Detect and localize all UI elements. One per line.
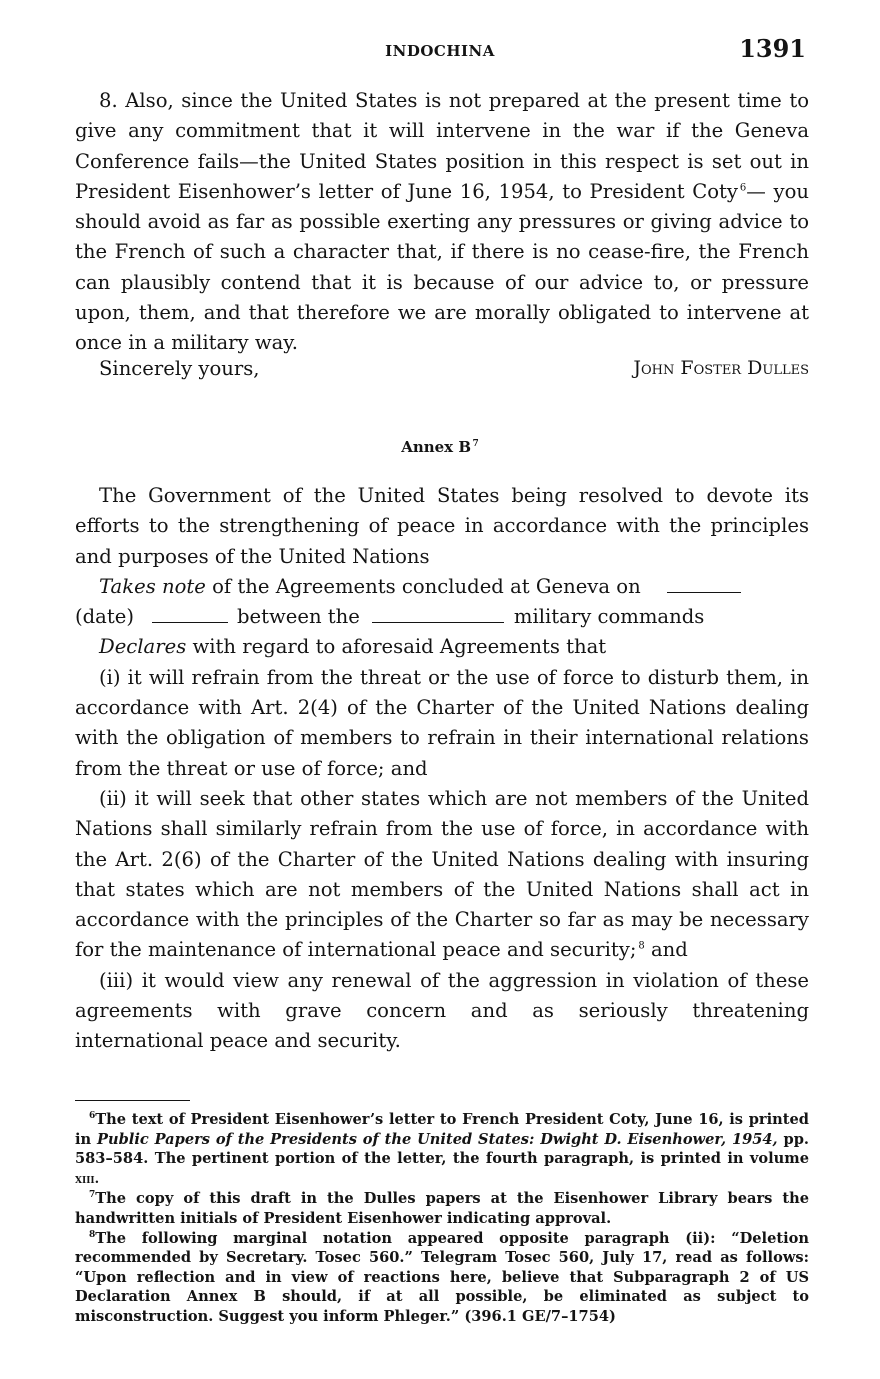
item-ii-and: and: [651, 938, 688, 962]
takes-note-text: of the Agreements concluded at Geneva on: [212, 574, 641, 598]
page-header: [0, 34, 880, 70]
declares-emphasis: Declares: [99, 635, 187, 659]
date-line: [75, 602, 809, 632]
footnote-7-text: The copy of this draft in the Dulles papers at the Eisenhower Library bears the handwritten initials of President Eisenhower indicating approval.: [75, 1190, 809, 1227]
footnote-6: [75, 1110, 809, 1189]
footnote-7-marker: 7: [89, 1190, 96, 1201]
footnote-ref-6[interactable]: 6: [739, 182, 747, 194]
annex-intro: The Government of the United States being resolved to devote its efforts to the strengthening of peace in accordance with the principles and purposes of the United Nations: [75, 484, 809, 568]
letter-paragraph-8: [75, 86, 809, 359]
takes-note-line: [75, 572, 809, 602]
annex-title-text: Annex B: [401, 438, 472, 456]
running-head: INDOCHINA: [385, 42, 495, 60]
blank-parties-field: [372, 622, 504, 623]
declares-text: with regard to aforesaid Agreements that: [192, 635, 607, 659]
footnote-6-text-a: The text of President Eisenhower’s letter to French President Coty, June 16, is printed in: [75, 1111, 809, 1148]
annex-item-ii: [75, 784, 809, 966]
footnote-6-text-b: pp. 583–584. The pertinent portion of the letter, the fourth paragraph, is printed in volume: [75, 1130, 809, 1168]
salutation: Sincerely yours,: [99, 357, 260, 380]
footnotes: [75, 1110, 809, 1327]
p8-text-b: — you should avoid as far as possible exerting any pressures or giving advice to the French of such a character that, if there is no cease-fire, the French can plausibly contend that it is because of our advice to, or pressure upon, them, and that therefore we are morally obligated to intervene at once in a military way.: [75, 179, 809, 355]
footnote-6-marker: 6: [89, 1111, 96, 1122]
declares-line: [75, 632, 809, 662]
footnote-8-marker: 8: [89, 1229, 96, 1240]
date-label: (date): [75, 605, 134, 629]
blank-date-field: [667, 592, 741, 593]
item-ii-text: (ii) it will seek that other states which are not members of the United Nations shall similarly refrain from the use of force, in accordance with the Art. 2(6) of the Charter of the United Nations dealing with insuring that states which are not members of the United Nations shall act in accordance with the principles of the Charter so far as may be necessary for the maintenance of international peace and security;: [75, 786, 809, 962]
footnote-rule: [75, 1100, 190, 1101]
annex-item-iii: (iii) it would view any renewal of the aggression in violation of these agreements with grave concern and as seriously threatening international peace and security.: [75, 968, 809, 1053]
between-text: between the: [236, 605, 360, 629]
footnote-6-volume: xiii.: [75, 1171, 100, 1187]
signature: John Foster Dulles: [633, 357, 809, 379]
annex-item-i: (i) it will refrain from the threat or the use of force to disturb them, in accordance with Art. 2(4) of the Charter of the United Nations dealing with the obligation of members to refrain in their international relations from the threat or use of force; and: [75, 665, 809, 780]
footnote-ref-8[interactable]: 8: [638, 940, 645, 952]
annex-title: [0, 438, 880, 456]
p8-text-a: 8. Also, since the United States is not prepared at the present time to give any commitment that it will intervene in the war if the Geneva Conference fails—the United States position in this respect is set out in President Eisenhower’s letter of June 16, 1954, to President Coty: [75, 89, 809, 203]
blank-date-value: [152, 622, 228, 623]
footnote-6-citation: Public Papers of the Presidents of the United States: Dwight D. Eisenhower, 1954,: [97, 1130, 778, 1148]
takes-note-emphasis: Takes note: [99, 574, 206, 598]
footnote-8: [75, 1229, 809, 1327]
footnote-7: [75, 1189, 809, 1228]
footnote-ref-7[interactable]: 7: [472, 439, 479, 449]
page-number: 1391: [739, 34, 806, 63]
military-commands-text: military commands: [513, 605, 705, 629]
annex-body: [75, 481, 809, 1057]
letter-closing: [75, 357, 809, 389]
footnote-8-text: The following marginal notation appeared opposite paragraph (ii): “Deletion recommended by Secretary. Tosec 560.” Telegram Tosec 560, July 17, read as follows: “Upon reflection and in view of reactions here, believe that Subparagraph 2 of US Declaration Annex B should, if at all possible, be eliminated as subject to misconstruction. Suggest you inform Phleger.” (396.1 GE/7–1754): [75, 1229, 809, 1325]
